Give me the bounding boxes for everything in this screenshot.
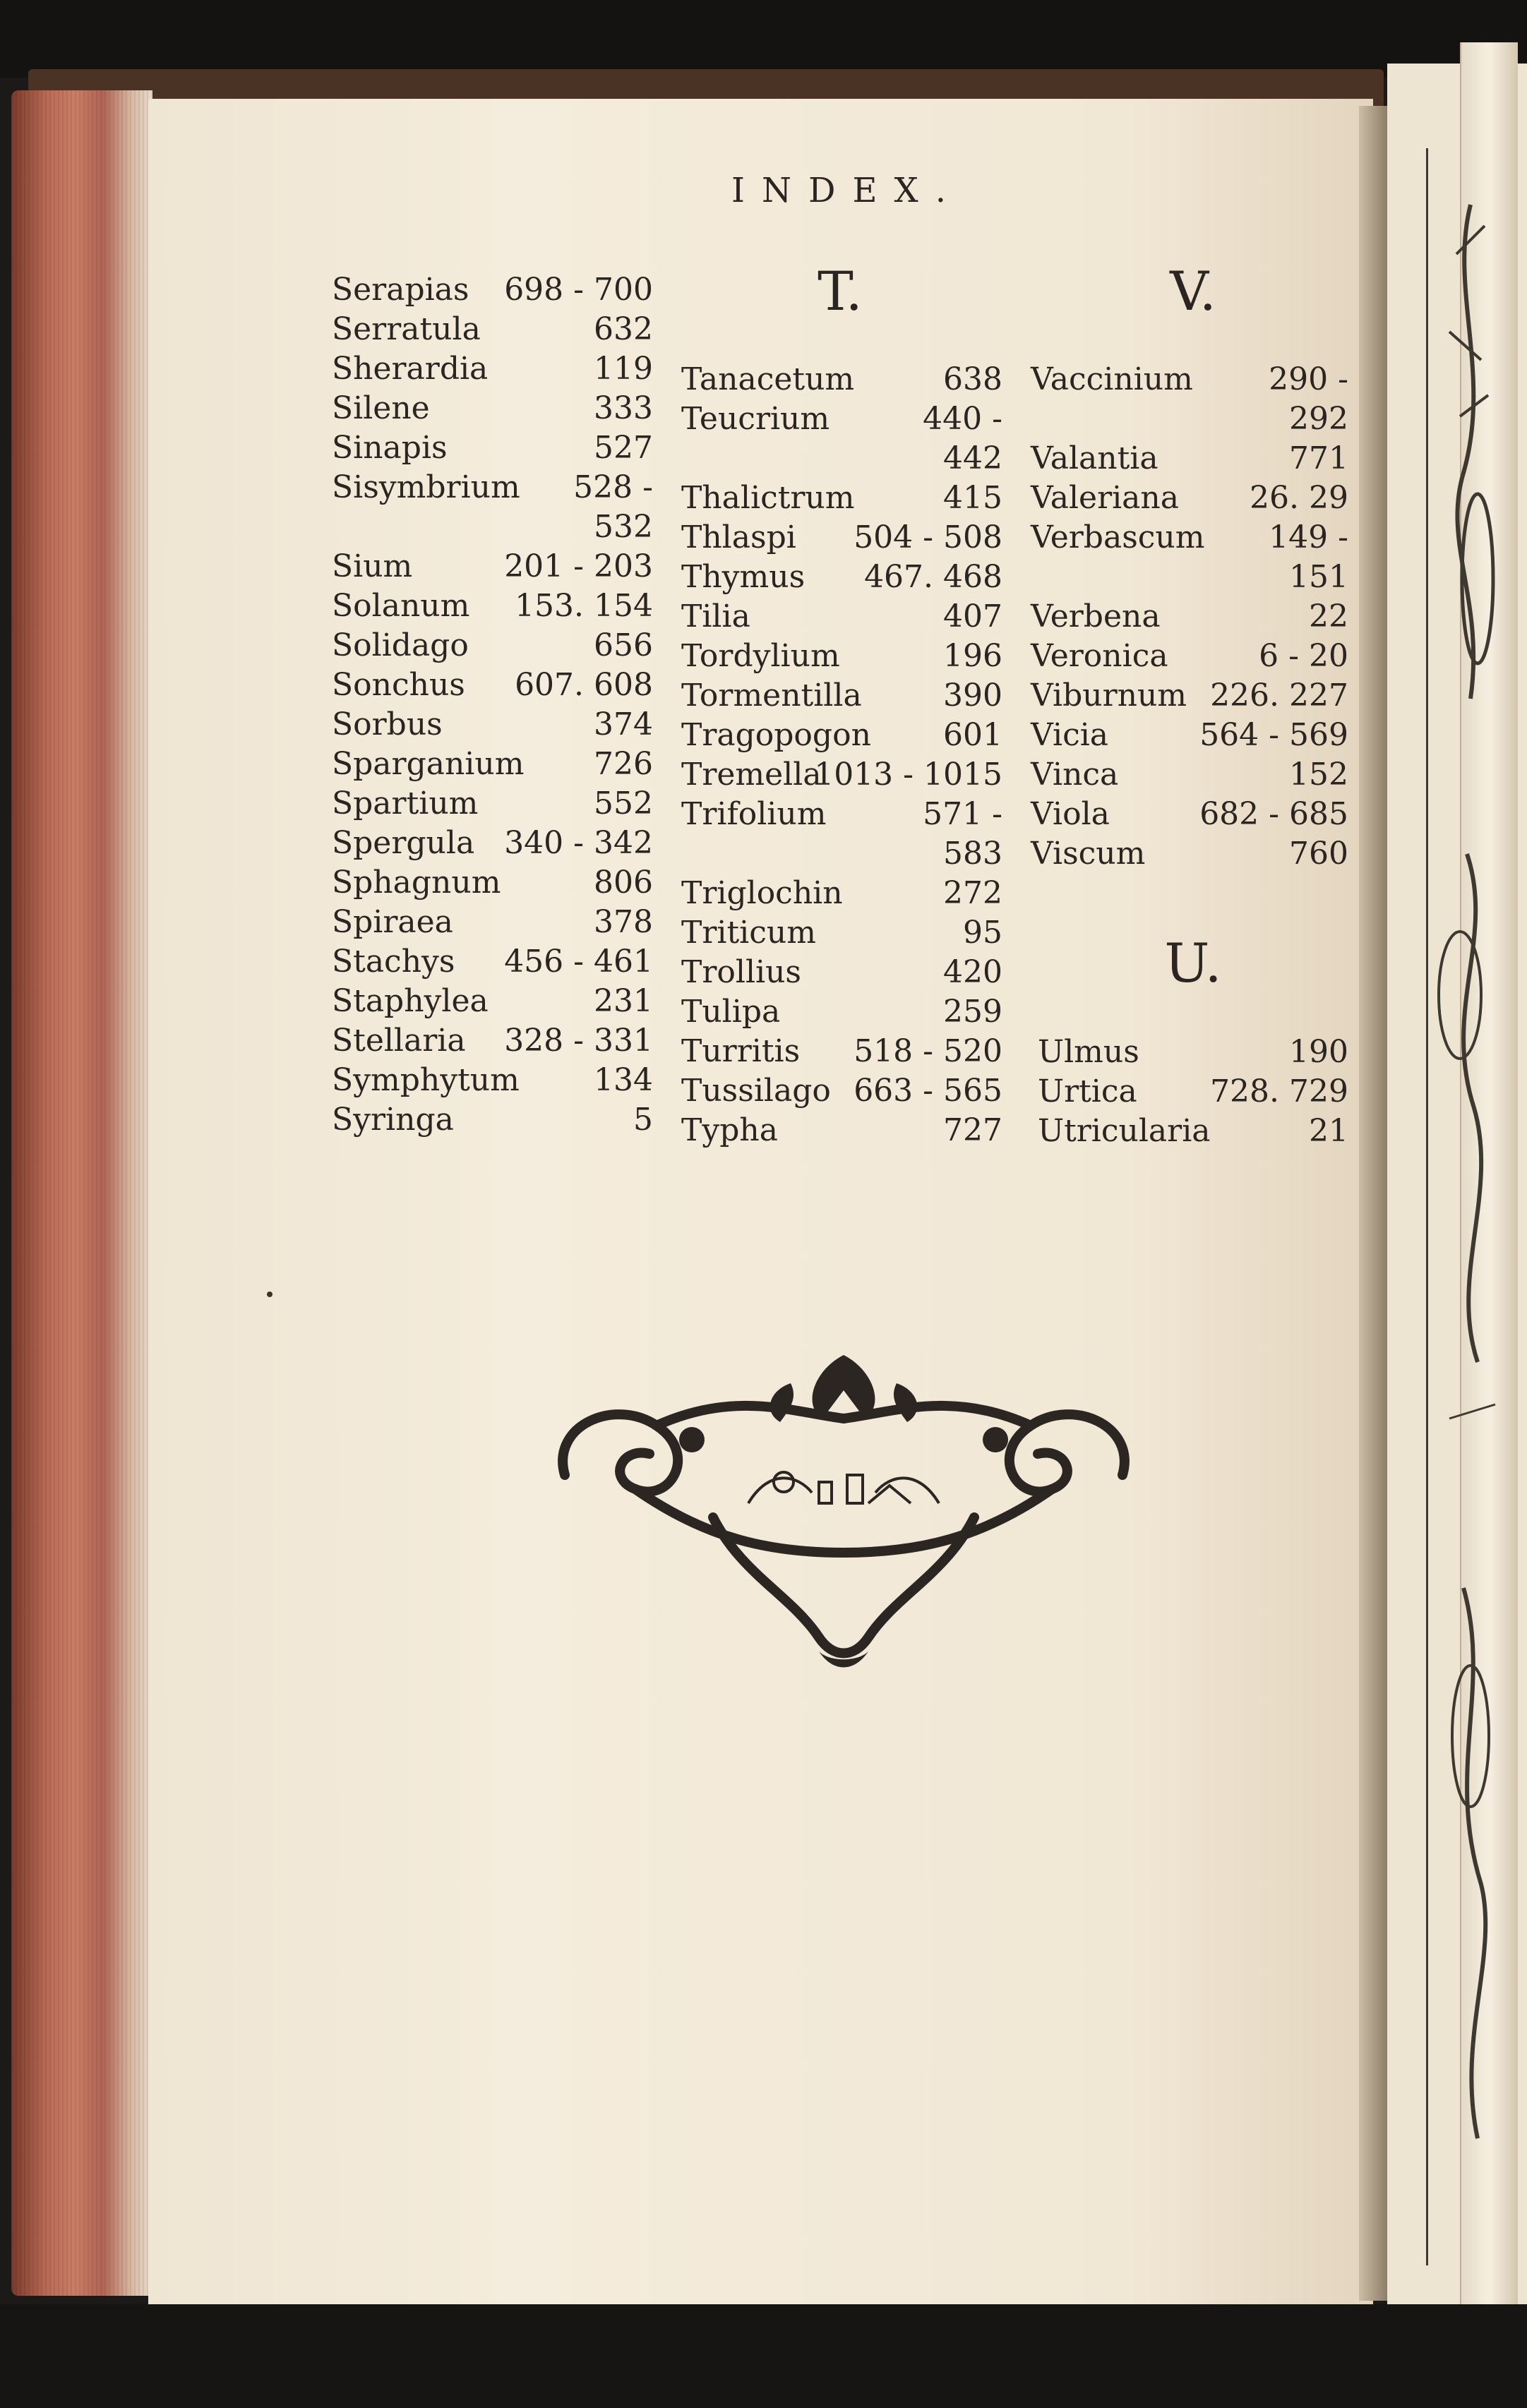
entry-name: Valantia <box>1031 440 1158 476</box>
entry-pages: 292 <box>1289 401 1348 437</box>
entry-name: Tanacetum <box>681 361 855 397</box>
index-entry <box>332 272 653 313</box>
entry-pages: 656 <box>594 627 653 663</box>
entry-pages: 231 <box>594 983 653 1019</box>
entry-name: Teucrium <box>681 401 830 437</box>
entry-pages: 601 <box>943 717 1002 753</box>
entry-pages: 340 - 342 <box>504 825 653 861</box>
entry-pages: 134 <box>594 1062 653 1098</box>
index-entry <box>681 994 1002 1035</box>
entry-name: Solidago <box>332 627 469 663</box>
book-gutter <box>1359 106 1387 2301</box>
entry-pages: 290 - <box>1269 361 1348 397</box>
entry-pages: 6 - 20 <box>1259 638 1348 674</box>
index-entry <box>681 480 1002 521</box>
index-entry <box>332 1062 653 1103</box>
index-entry <box>681 954 1002 995</box>
entry-name: Turritis <box>681 1033 801 1069</box>
index-entry <box>681 1033 1002 1074</box>
index-entry <box>681 401 1002 442</box>
index-entry <box>1031 559 1348 600</box>
index-entry <box>332 785 653 826</box>
index-entry <box>681 1073 1002 1114</box>
entry-pages: 552 <box>594 785 653 821</box>
entry-pages: 95 <box>963 915 1002 951</box>
ink-speck <box>267 1292 273 1297</box>
entry-pages: 1013 - 1015 <box>814 757 1002 793</box>
index-entry <box>681 559 1002 600</box>
entry-pages: 528 - <box>573 469 653 505</box>
index-entry <box>332 588 653 629</box>
entry-pages: 149 - <box>1269 519 1348 555</box>
entry-pages: 152 <box>1289 757 1348 793</box>
entry-pages: 504 - 508 <box>854 519 1002 555</box>
entry-pages: 190 <box>1289 1034 1348 1070</box>
index-entry <box>681 638 1002 679</box>
index-entry <box>332 706 653 747</box>
index-entry <box>1038 1073 1348 1114</box>
entry-pages: 151 <box>1289 559 1348 595</box>
entry-name: Stachys <box>332 944 455 980</box>
entry-name: Tormentilla <box>681 678 862 714</box>
entry-name: Veronica <box>1031 638 1168 674</box>
entry-name: Triticum <box>681 915 816 951</box>
index-entry <box>1038 1113 1348 1154</box>
entry-name: Thlaspi <box>681 519 796 555</box>
rococo-vignette-ornament <box>537 1341 1151 1680</box>
entry-name: Trollius <box>681 954 802 990</box>
entry-pages: 440 - <box>923 401 1002 437</box>
index-entry <box>332 390 653 431</box>
section-letter-v: V. <box>1170 260 1216 323</box>
index-entry <box>332 746 653 787</box>
entry-pages: 682 - 685 <box>1199 796 1348 832</box>
index-entry <box>1031 598 1348 639</box>
index-entry <box>332 1023 653 1064</box>
page-header: INDEX. <box>731 171 963 210</box>
entry-name: Symphytum <box>332 1062 520 1098</box>
entry-name: Viscum <box>1031 836 1146 872</box>
page-block-edge <box>11 90 152 2296</box>
index-entry <box>681 598 1002 639</box>
entry-name: Viola <box>1031 796 1110 832</box>
index-entry <box>681 440 1002 481</box>
index-entry <box>1031 678 1348 718</box>
index-entry <box>681 361 1002 402</box>
entry-pages: 442 <box>943 440 1002 476</box>
entry-pages: 467. 468 <box>864 559 1002 595</box>
entry-pages: 638 <box>943 361 1002 397</box>
entry-pages: 259 <box>943 994 1002 1030</box>
entry-pages: 771 <box>1289 440 1348 476</box>
entry-pages: 420 <box>943 954 1002 990</box>
index-entry <box>1031 717 1348 758</box>
entry-pages: 374 <box>594 706 653 742</box>
entry-name: Staphylea <box>332 983 489 1019</box>
entry-pages: 415 <box>943 480 1002 516</box>
entry-name: Tremella <box>681 757 822 793</box>
entry-pages: 571 - <box>923 796 1002 832</box>
background-bottom <box>0 2304 1527 2408</box>
entry-pages: 201 - 203 <box>504 548 653 584</box>
entry-name: Sinapis <box>332 430 448 466</box>
entry-name: Utricularia <box>1038 1113 1211 1149</box>
index-entry <box>1031 361 1348 402</box>
index-entry <box>1031 836 1348 877</box>
entry-pages: 607. 608 <box>515 667 653 703</box>
entry-name: Triglochin <box>681 875 843 911</box>
entry-name: Tilia <box>681 598 750 634</box>
index-entry <box>332 865 653 905</box>
entry-pages: 333 <box>594 390 653 426</box>
entry-name: Sparganium <box>332 746 525 782</box>
entry-name: Sisymbrium <box>332 469 520 505</box>
entry-name: Tordylium <box>681 638 840 674</box>
entry-pages: 728. 729 <box>1210 1073 1348 1109</box>
index-entry <box>1031 401 1348 442</box>
entry-name: Typha <box>681 1112 778 1148</box>
entry-name: Thalictrum <box>681 480 855 516</box>
entry-name: Urtica <box>1038 1073 1137 1109</box>
background-top <box>0 0 1527 78</box>
botanical-plate-fragment <box>1426 148 1506 2265</box>
section-letter-t: T. <box>818 260 863 323</box>
entry-pages: 407 <box>943 598 1002 634</box>
entry-pages: 527 <box>594 430 653 466</box>
entry-pages: 26. 29 <box>1250 480 1348 516</box>
entry-pages: 456 - 461 <box>504 944 653 980</box>
entry-pages: 378 <box>594 904 653 940</box>
entry-pages: 21 <box>1309 1113 1348 1149</box>
index-entry <box>332 430 653 471</box>
entry-name: Silene <box>332 390 430 426</box>
index-entry <box>1031 480 1348 521</box>
entry-pages: 698 - 700 <box>504 272 653 308</box>
index-entry <box>332 825 653 866</box>
index-entry <box>1031 519 1348 560</box>
index-entry <box>332 509 653 550</box>
entry-pages: 760 <box>1289 836 1348 872</box>
entry-pages: 663 - 565 <box>854 1073 1002 1109</box>
entry-name: Sorbus <box>332 706 443 742</box>
index-entry <box>332 311 653 352</box>
entry-pages: 226. 227 <box>1210 678 1348 714</box>
entry-name: Sphagnum <box>332 865 501 901</box>
entry-pages: 518 - 520 <box>854 1033 1002 1069</box>
index-entry <box>681 915 1002 956</box>
index-entry <box>681 875 1002 916</box>
entry-pages: 196 <box>943 638 1002 674</box>
entry-name: Viburnum <box>1031 678 1187 714</box>
entry-pages: 727 <box>943 1112 1002 1148</box>
entry-name: Trifolium <box>681 796 827 832</box>
index-entry <box>332 548 653 589</box>
index-entry <box>681 519 1002 560</box>
entry-name: Vinca <box>1031 757 1119 793</box>
entry-pages: 632 <box>594 311 653 347</box>
entry-name: Vicia <box>1031 717 1109 753</box>
entry-pages: 726 <box>594 746 653 782</box>
entry-name: Serratula <box>332 311 481 347</box>
entry-pages: 153. 154 <box>515 588 653 624</box>
index-entry <box>332 983 653 1024</box>
index-entry <box>1031 757 1348 797</box>
index-entry <box>1038 1034 1348 1075</box>
entry-name: Vaccinium <box>1031 361 1193 397</box>
index-entry <box>332 351 653 392</box>
entry-name: Verbena <box>1031 598 1161 634</box>
entry-name: Valeriana <box>1031 480 1179 516</box>
entry-pages: 328 - 331 <box>504 1023 653 1059</box>
entry-name: Thymus <box>681 559 806 595</box>
entry-name: Spiraea <box>332 904 453 940</box>
index-entry <box>1031 796 1348 837</box>
index-entry <box>681 678 1002 718</box>
index-entry <box>681 1112 1002 1153</box>
entry-name: Tragopogon <box>681 717 871 753</box>
index-entry <box>332 627 653 668</box>
entry-pages: 390 <box>943 678 1002 714</box>
section-letter-u: U. <box>1164 932 1222 994</box>
index-entry <box>681 717 1002 758</box>
entry-pages: 583 <box>943 836 1002 872</box>
entry-pages: 806 <box>594 865 653 901</box>
entry-name: Spergula <box>332 825 475 861</box>
entry-name: Stellaria <box>332 1023 466 1059</box>
entry-name: Sium <box>332 548 413 584</box>
index-entry <box>332 904 653 945</box>
index-entry <box>332 469 653 510</box>
entry-pages: 564 - 569 <box>1199 717 1348 753</box>
entry-name: Sherardia <box>332 351 489 387</box>
entry-name: Spartium <box>332 785 479 821</box>
entry-name: Verbascum <box>1031 519 1205 555</box>
index-entry <box>681 796 1002 837</box>
index-entry <box>332 944 653 985</box>
index-entry <box>332 667 653 708</box>
index-entry <box>1031 638 1348 679</box>
entry-name: Sonchus <box>332 667 465 703</box>
entry-name: Tulipa <box>681 994 781 1030</box>
index-entry <box>332 1102 653 1143</box>
index-entry <box>681 836 1002 877</box>
entry-name: Syringa <box>332 1102 454 1138</box>
entry-pages: 22 <box>1309 598 1348 634</box>
entry-name: Tussilago <box>681 1073 831 1109</box>
entry-pages: 532 <box>594 509 653 545</box>
entry-name: Solanum <box>332 588 470 624</box>
index-entry <box>1031 440 1348 481</box>
entry-name: Serapias <box>332 272 469 308</box>
index-entry <box>681 757 1002 797</box>
entry-pages: 5 <box>633 1102 653 1138</box>
entry-pages: 119 <box>594 351 653 387</box>
entry-name: Ulmus <box>1038 1034 1139 1070</box>
entry-pages: 272 <box>943 875 1002 911</box>
